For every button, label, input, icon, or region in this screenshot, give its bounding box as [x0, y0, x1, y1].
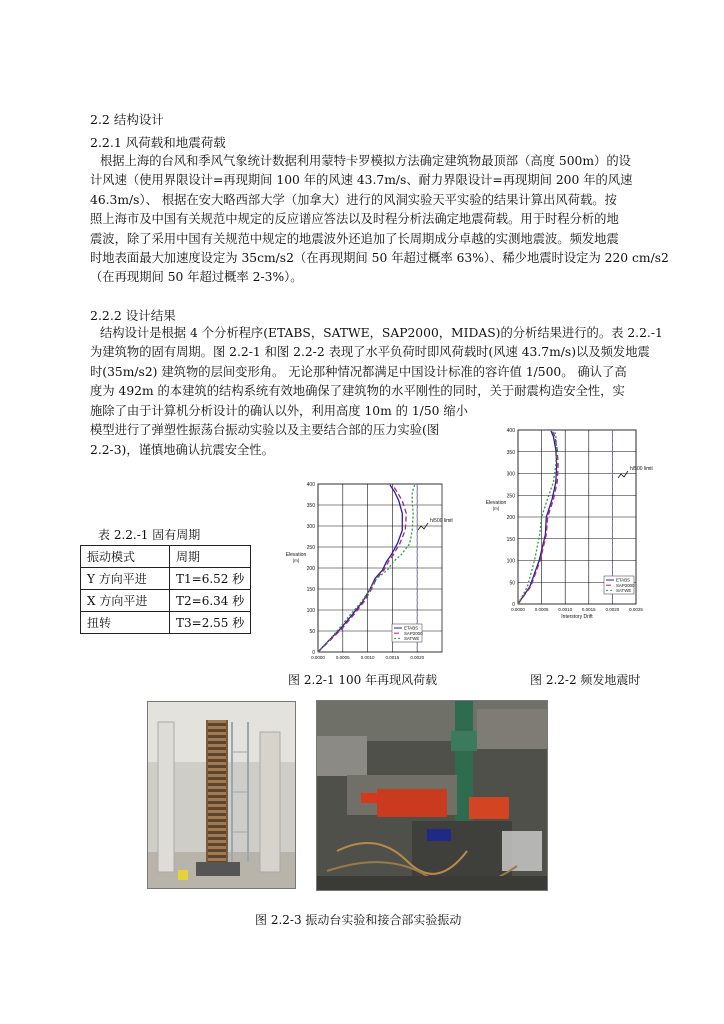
table-cell: 扭转	[81, 612, 170, 634]
figure3-caption: 图 2.2-3 振动台实验和接合部实验振动	[255, 913, 462, 927]
table-row	[81, 612, 251, 634]
paragraph-2	[90, 324, 663, 402]
shake-table-photo	[147, 701, 296, 889]
paragraph-line: 为建筑物的固有周期。图 2.2-1 和图 2.2-2 表现了水平负荷时即风荷载时(风速 43.7m/s)以及频发地震	[90, 345, 650, 360]
chart1-caption: 图 2.2-1 100 年再现风荷载	[288, 673, 438, 687]
paragraph-line: 照上海市及中国有关规范中规定的反应谱应答法以及时程分析法确定地震荷载。用于时程分析的地	[90, 212, 619, 227]
y-tick-label: 150	[506, 536, 515, 543]
x-tick-label: 0.0010	[360, 655, 375, 660]
subsection-title-1: 2.2.1 风荷载和地震荷载	[90, 135, 226, 150]
x-tick-label: 0.0005	[335, 655, 350, 660]
joint-test-photo-drawing	[317, 701, 547, 890]
x-tick-label: 0.0010	[558, 607, 573, 612]
y-axis-label: Elevation	[485, 500, 507, 506]
chart-seismic-drift	[480, 424, 692, 624]
legend-label: SATWE	[616, 588, 632, 593]
limit-label: h/500 limit	[630, 466, 653, 472]
y-tick-label: 200	[506, 515, 515, 521]
y-tick-label: 350	[306, 503, 315, 509]
limit-label: h/500 limit	[430, 518, 453, 524]
legend-label: SAP2000	[404, 630, 423, 636]
x-axis-label: Interstory Drift	[561, 614, 593, 620]
y-tick-label: 100	[506, 558, 515, 565]
table-cell: Y 方向平进	[81, 568, 170, 590]
chart2-caption: 图 2.2-2 频发地震时	[530, 673, 641, 687]
joint-test-photo	[316, 700, 548, 891]
legend-label: SAP2000	[616, 582, 635, 588]
legend-label: SATWE	[404, 636, 420, 641]
y-tick-label: 0	[312, 650, 315, 656]
y-tick-label: 50	[309, 629, 315, 635]
y-tick-label: 300	[306, 524, 315, 530]
x-tick-label: 0.0015	[581, 607, 596, 612]
paragraph-line: 计风速（使用界限设计=再现期间 100 年的风速 43.7m/s、耐力界限设计=再现期间 200 年的风速	[90, 173, 633, 188]
y-axis-label: Elevation	[285, 552, 307, 558]
y-tick-label: 300	[506, 471, 515, 478]
legend-label: ETABS	[404, 625, 419, 631]
paragraph-1	[90, 152, 669, 288]
table-header-cell: 振动模式	[81, 546, 170, 568]
x-tick-label: 0.0000	[511, 607, 525, 612]
paragraph-line: 震波，除了采用中国有关规范中规定的地震波外还追加了长周期成分卓越的实测地震波。频发地震	[90, 231, 619, 246]
y-axis-unit: (m)	[492, 506, 500, 511]
paragraph-line: 时(35m/s2) 建筑物的层间变形角。 无论那种情况都满足中国设计标准的容许值 1/500。 确认了高	[90, 364, 627, 379]
subsection-title-2: 2.2.2 设计结果	[90, 308, 176, 323]
periods-table	[80, 545, 251, 634]
paragraph-line: 结构设计是根据 4 个分析程序(ETABS，SATWE，SAP2000，MIDAS)的分析结果进行的。表 2.2.-1	[100, 326, 663, 340]
x-tick-label: 0.0000	[311, 655, 325, 660]
paragraph-line: 2.2-3)，谨慎地确认抗震安全性。	[90, 442, 274, 457]
table-cell: T2=6.34 秒	[170, 590, 251, 612]
y-tick-label: 250	[306, 545, 315, 551]
paragraph-line: 46.3m/s）、 根据在安大略西部大学（加拿大）进行的风洞实验天平实验的结果计算出风荷载。按	[90, 192, 617, 207]
table-cell: T1=6.52 秒	[170, 568, 251, 590]
paragraph-line: 模型进行了弹塑性振荡台振动实验以及主要结合部的压力实验(图	[90, 423, 440, 438]
legend-label: ETABS	[616, 577, 631, 583]
paragraph-line: 根据上海的台风和季风气象统计数据利用蒙特卡罗模拟方法确定建筑物最顶部（高度 500m）的设	[100, 154, 631, 168]
paragraph-line: 施除了由于计算机分析设计的确认以外，利用高度 10m 的 1/50 缩小	[90, 404, 468, 418]
y-tick-label: 250	[506, 493, 515, 500]
y-axis-unit: (m)	[292, 558, 300, 563]
table-header-cell: 周期	[170, 546, 251, 568]
table-cell: T3=2.55 秒	[170, 612, 251, 634]
y-tick-label: 200	[306, 566, 315, 572]
x-tick-label: 0.0015	[385, 655, 400, 660]
y-tick-label: 150	[306, 587, 315, 593]
y-tick-label: 0	[512, 602, 515, 608]
y-tick-label: 400	[506, 428, 515, 434]
x-tick-label: 0.0025	[629, 607, 643, 612]
table-cell: X 方向平进	[81, 590, 170, 612]
y-tick-label: 400	[306, 482, 315, 488]
x-tick-label: 0.0020	[605, 607, 620, 612]
shake-table-photo-drawing	[148, 702, 295, 888]
chart-wind-drift	[272, 478, 482, 664]
paragraph-line: 度为 492m 的本建筑的结构系统有效地确保了建筑物的水平刚性的同时，关于耐震构造安全性，实	[90, 384, 625, 399]
paragraph-line: 时地表面最大加速度设定为 35cm/s2（在再现期间 50 年超过概率 63%）、稀少地震时设定为 220 cm/s2	[90, 251, 669, 266]
table-row	[81, 568, 251, 590]
table-caption: 表 2.2.-1 固有周期	[98, 528, 201, 542]
table-row	[81, 590, 251, 612]
y-tick-label: 100	[306, 608, 315, 614]
x-tick-label: 0.0020	[410, 655, 425, 660]
section-title: 2.2 结构设计	[90, 112, 164, 127]
paragraph-2-wrap	[90, 402, 490, 460]
paragraph-line: （在再现期间 50 年超过概率 2-3%）。	[90, 270, 303, 285]
x-tick-label: 0.0005	[534, 607, 549, 612]
y-tick-label: 50	[509, 580, 515, 587]
y-tick-label: 350	[506, 449, 515, 456]
table-header-row	[81, 546, 251, 568]
